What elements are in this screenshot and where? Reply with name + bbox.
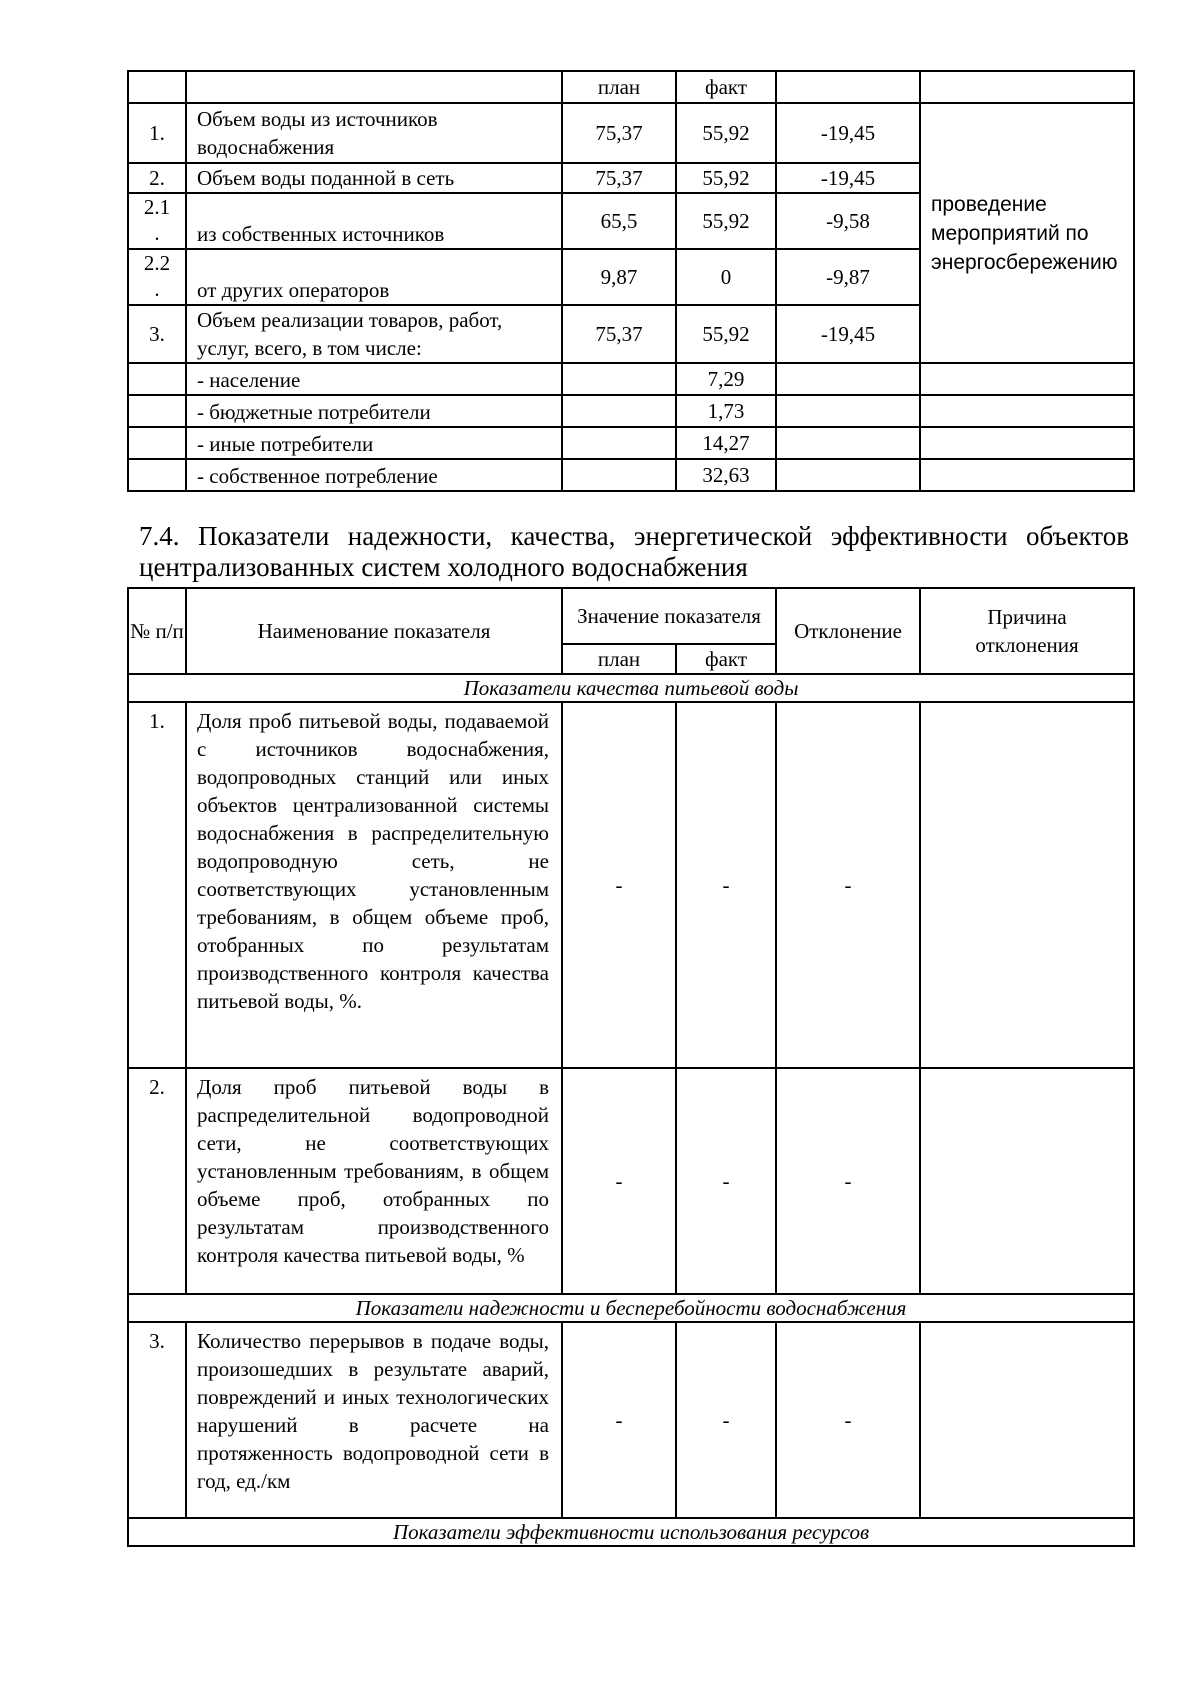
row-plan	[562, 459, 676, 491]
header-plan: план	[562, 644, 676, 674]
row-fact: 55,92	[676, 193, 776, 249]
row-name: Объем воды поданной в сеть	[186, 163, 562, 193]
row-fact: 14,27	[676, 427, 776, 459]
row-reason-empty	[920, 459, 1134, 491]
row-deviation	[776, 363, 920, 395]
row-plan	[562, 363, 676, 395]
row-fact: -	[676, 702, 776, 1068]
row-fact: 7,29	[676, 363, 776, 395]
row-number: 2.1 .	[128, 193, 186, 249]
table-row	[128, 363, 1134, 395]
row-deviation: -9,87	[776, 249, 920, 305]
row-plan: -	[562, 1322, 676, 1518]
header-fact: факт	[676, 644, 776, 674]
row-plan: 75,37	[562, 163, 676, 193]
header-indicator-name: Наименование показателя	[186, 588, 562, 674]
header-deviation: Отклонение	[776, 588, 920, 674]
table-row	[128, 395, 1134, 427]
header-cell-empty	[128, 71, 186, 103]
row-plan: 65,5	[562, 193, 676, 249]
section-title-quality: Показатели качества питьевой воды	[128, 674, 1134, 702]
row-fact: 0	[676, 249, 776, 305]
row-plan: -	[562, 1068, 676, 1294]
table-row	[128, 459, 1134, 491]
row-number: 1.	[128, 702, 186, 1068]
row-name: Доля проб питьевой воды, подаваемой с источников водоснабжения, водопроводных станций или иных объектов централизованной системы водоснабжения в распределительную водопроводную сеть, не соответствующих установленным требованиям, в общем объеме проб, отобранных по результатам производственного контроля качества питьевой воды, %.	[186, 702, 562, 1068]
row-reason-empty	[920, 363, 1134, 395]
header-plan: план	[562, 71, 676, 103]
row-number	[128, 427, 186, 459]
row-plan: 75,37	[562, 103, 676, 163]
row-fact: 32,63	[676, 459, 776, 491]
row-name: из собственных источников	[186, 193, 562, 249]
row-name: Доля проб питьевой воды в распределительной водопроводной сети, не соответствующих установленным требованиям, в общем объеме проб, отобранных по результатам производственного контроля качества питьевой воды, %	[186, 1068, 562, 1294]
row-fact: 55,92	[676, 163, 776, 193]
row-number: 1.	[128, 103, 186, 163]
row-number: 3.	[128, 1322, 186, 1518]
row-deviation	[776, 459, 920, 491]
table-row	[128, 702, 1134, 1068]
row-plan: -	[562, 702, 676, 1068]
row-reason-empty	[920, 427, 1134, 459]
table-header-row	[128, 71, 1134, 103]
row-deviation: -	[776, 702, 920, 1068]
table-header-row	[128, 588, 1134, 644]
header-cell-empty	[186, 71, 562, 103]
header-cell-empty	[776, 71, 920, 103]
row-fact: -	[676, 1068, 776, 1294]
row-reason	[920, 1322, 1134, 1518]
row-number	[128, 363, 186, 395]
row-deviation: -	[776, 1322, 920, 1518]
row-number: 3.	[128, 305, 186, 363]
row-deviation: -19,45	[776, 103, 920, 163]
row-name: Количество перерывов в подаче воды, произошедших в результате аварий, повреждений и иных технологических нарушений в расчете на протяженность водопроводной сети в год, ед./км	[186, 1322, 562, 1518]
section-heading: 7.4. Показатели надежности, качества, энергетической эффективности объектов централизованных систем холодного водоснабжения	[139, 521, 1129, 582]
row-name: от других операторов	[186, 249, 562, 305]
row-number	[128, 395, 186, 427]
section-title-reliability: Показатели надежности и бесперебойности водоснабжения	[128, 1294, 1134, 1322]
row-name: - собственное потребление	[186, 459, 562, 491]
row-deviation: -9,58	[776, 193, 920, 249]
row-number: 2.	[128, 163, 186, 193]
row-fact: 55,92	[676, 103, 776, 163]
row-deviation	[776, 395, 920, 427]
row-plan	[562, 395, 676, 427]
row-number: 2.	[128, 1068, 186, 1294]
header-fact: факт	[676, 71, 776, 103]
row-name: - иные потребители	[186, 427, 562, 459]
row-deviation: -	[776, 1068, 920, 1294]
row-reason-empty	[920, 395, 1134, 427]
row-fact: 55,92	[676, 305, 776, 363]
table-row	[128, 1068, 1134, 1294]
row-plan	[562, 427, 676, 459]
header-number: № п/п	[128, 588, 186, 674]
row-number	[128, 459, 186, 491]
section-row	[128, 1294, 1134, 1322]
row-number: 2.2 .	[128, 249, 186, 305]
row-reason	[920, 1068, 1134, 1294]
row-name: - бюджетные потребители	[186, 395, 562, 427]
table-row	[128, 103, 1134, 163]
header-cell-empty	[920, 71, 1134, 103]
row-deviation	[776, 427, 920, 459]
row-deviation: -19,45	[776, 163, 920, 193]
row-name: Объем воды из источников водоснабжения	[186, 103, 562, 163]
row-reason	[920, 702, 1134, 1068]
deviation-reason: проведение мероприятий по энергосбережению	[920, 103, 1134, 363]
table-row	[128, 427, 1134, 459]
row-plan: 9,87	[562, 249, 676, 305]
row-fact: 1,73	[676, 395, 776, 427]
row-deviation: -19,45	[776, 305, 920, 363]
indicators-table	[127, 587, 1135, 1547]
row-plan: 75,37	[562, 305, 676, 363]
header-deviation-reason: Причина отклонения	[920, 588, 1134, 674]
section-row	[128, 1518, 1134, 1546]
table-row	[128, 1322, 1134, 1518]
header-indicator-value: Значение показателя	[562, 588, 776, 644]
row-name: Объем реализации товаров, работ, услуг, всего, в том числе:	[186, 305, 562, 363]
row-fact: -	[676, 1322, 776, 1518]
water-balance-table	[127, 70, 1135, 492]
section-title-efficiency: Показатели эффективности использования ресурсов	[128, 1518, 1134, 1546]
row-name: - население	[186, 363, 562, 395]
section-row	[128, 674, 1134, 702]
